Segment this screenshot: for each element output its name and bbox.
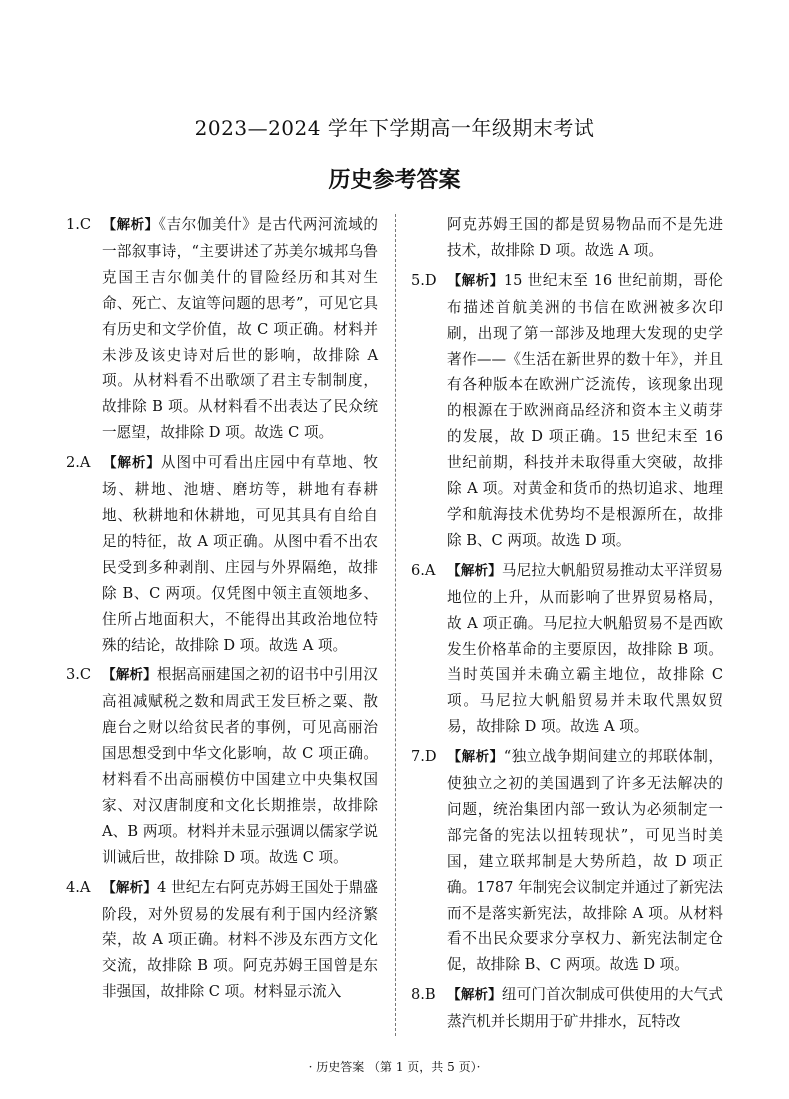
answer-number: 5.D [411,271,437,289]
exam-title: 2023—2024 学年下学期高一年级期末考试 [194,116,595,140]
answer-item [411,982,723,1035]
answer-item [411,268,723,554]
answer-continuation: 阿克苏姆王国的都是贸易物品而不是先进技术，故排除 D 项。故选 A 项。 [447,216,723,259]
answer-text: 纽可门首次制成可供使用的大气式蒸汽机并长期用于矿井排水，瓦特改 [447,986,723,1031]
answer-text: 从图中可看出庄园中有草地、牧场、耕地、池塘、磨坊等，耕地有春耕地、秋耕地和休耕地，可见其具有自给自足的特征，故 A 项正确。从图中看不出农民受到多种剥削、庄园与外界隔绝，故排除 B、C 两项。仅凭图中领主直领地多、住所占地面积大，不能得出其政治地位特殊的结论，故排除 D 项。故选 A 项。 [102,454,378,654]
answer-text: 4 世纪左右阿克苏姆王国处于鼎盛阶段，对外贸易的发展有利于国内经济繁荣，故 A 项正确。材料不涉及东西方文化交流，故排除 B 项。阿克苏姆王国曾是东非强国，故排除 C 项。材料显示流入 [102,878,379,1001]
answer-item [66,450,378,658]
answer-number: 2.A [66,454,91,472]
analysis-tag: 【解析】 [102,667,157,684]
answer-text: 马尼拉大帆船贸易推动太平洋贸易地位的上升，从而影响了世界贸易格局，故 A 项正确。马尼拉大帆船贸易不是西欧发生价格革命的主要原因，故排除 B 项。当时英国并未确立霸主地位，故排除 C 项。马尼拉大帆船贸易并未取代黑奴贸易，故排除 D 项。故选 A 项。 [447,561,723,736]
answer-text: 根据高丽建国之初的诏书中引用汉高祖减赋税之数和周武王发巨桥之粟、散鹿台之财以给贫民者的事例，可见高丽治国思想受到中华文化影响，故 C 项正确。材料看不出高丽模仿中国建立中央集权国家、对汉唐制度和文化长期推崇，故排除 A、B 两项。材料并未显示强调以儒家学说训诫后世，故排除 D 项。故选 C 项。 [102,666,378,866]
answer-number: 4.A [66,878,91,896]
column-divider [395,214,396,1036]
answer-item [66,212,378,446]
answer-subtitle: 历史参考答案 [328,168,461,193]
analysis-tag: 【解析】 [447,562,502,579]
right-column [411,212,723,1039]
answer-number: 1.C [66,216,92,233]
analysis-tag: 【解析】 [102,217,159,233]
answer-item [411,744,723,978]
answer-item [66,662,378,870]
answer-number: 3.C [66,666,92,684]
answer-number: 8.B [411,986,436,1004]
analysis-tag: 【解析】 [447,749,504,766]
page-footer: · 历史答案 （第 1 页，共 5 页）· [308,1060,481,1074]
answer-text: 15 世纪末至 16 世纪前期，哥伦布描述首航美洲的书信在欧洲被多次印刷，出现了第一部涉及地理大发现的史学著作——《生活在新世界的数十年》，并且有各种版本在欧洲广泛流传，该现象出现的根源在于欧洲商品经济和资本主义萌芽的发展，故 D 项正确。15 世纪末至 16 世纪前期，科技并未取得重大突破，故排除 A 项。对黄金和货币的热切追求、地理学和航海技术优势均不是根源所在，故排除 B、C 两项。故选 D 项。 [447,271,723,549]
answer-item [66,875,378,1006]
answer-text: “独立战争期间建立的邦联体制，使独立之初的美国遇到了许多无法解决的问题，统治集团内部一致认为必须制定一部完备的宪法以扭转现状”，可见当时美国，建立联邦制是大势所趋，故 D 项正确。1787 年制宪会议制定并通过了新宪法而不是落实新宪法，故排除 A 项。从材料看不出民众要求分享权力、新宪法制定仓促，故排除 B、C 两项。故选 D 项。 [447,748,724,974]
answer-number: 6.A [411,561,436,579]
answer-number: 7.D [411,748,437,766]
analysis-tag: 【解析】 [102,879,157,896]
analysis-tag: 【解析】 [447,272,504,289]
analysis-tag: 【解析】 [447,987,502,1004]
answer-text: 《吉尔伽美什》是古代两河流域的一部叙事诗，“主要讲述了苏美尔城邦乌鲁克国王吉尔伽美什的冒险经历和其对生命、死亡、友谊等问题的思考”，可见它具有历史和文学价值，故 C 项正确。材料并未涉及该史诗对后世的影响，故排除 A 项。从材料看不出歌颂了君主专制制度，故排除 B 项。从材料看不出表达了民众统一愿望，故排除 D 项。故选 C 项。 [102,216,378,442]
analysis-tag: 【解析】 [102,455,161,472]
left-column [66,212,378,1009]
answer-item [411,558,723,740]
